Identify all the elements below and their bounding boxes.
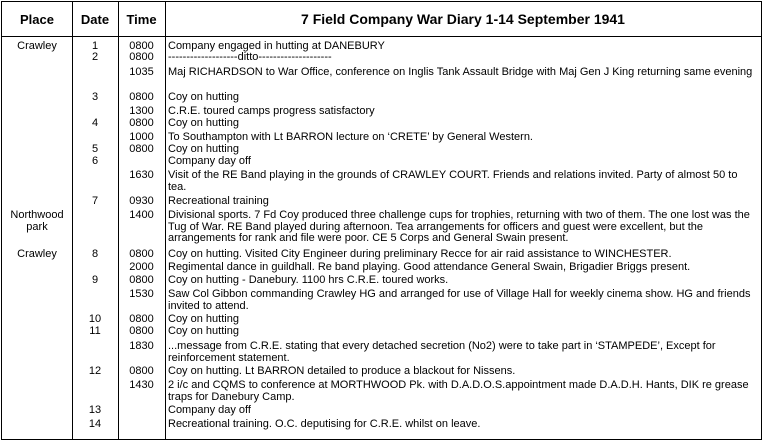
date-cell: 7 — [91, 195, 99, 207]
date-cell: 4 — [91, 117, 99, 129]
time-cell: 0800 — [129, 91, 154, 103]
time-cell: 1035 — [129, 66, 154, 78]
time-cell: 0800 — [129, 313, 154, 325]
time-cell: 0800 — [129, 248, 154, 260]
entry-cell: Regimental dance in guildhall. Re band playing. Good attendance General Swain, Brigadier Briggs present. — [168, 261, 691, 273]
entry-cell: Saw Col Gibbon commanding Crawley HG and arranged for use of Village Hall for weekly cinema show. HG and friends invited to attend. — [168, 288, 751, 312]
time-cell: 0930 — [129, 195, 154, 207]
entry-cell: Coy on hutting — [168, 91, 239, 103]
date-cell: 6 — [91, 155, 99, 167]
time-cell: 1630 — [129, 169, 154, 181]
entry-cell: Maj RICHARDSON to War Office, conference on Inglis Tank Assault Bridge with Maj Gen J King returning same evening — [168, 66, 753, 78]
time-cell: 0800 — [129, 117, 154, 129]
entry-cell: Coy on hutting — [168, 117, 239, 129]
entry-cell: Coy on hutting — [168, 143, 239, 155]
place-cell: Northwood park — [10, 209, 64, 233]
date-cell: 5 — [91, 143, 99, 155]
time-cell: 0800 — [129, 365, 154, 377]
date-cell: 13 — [88, 404, 102, 416]
date-cell: 10 — [88, 313, 102, 325]
entry-cell: ...message from C.R.E. stating that every detached secretion (No2) were to take part in ‘STAMPEDE’, Except for reinforcement statement. — [168, 340, 716, 364]
diary-title: 7 Field Company War Diary 1-14 September 1941 — [301, 11, 625, 27]
time-cell: 0800 — [129, 143, 154, 155]
time-cell: 1400 — [129, 209, 154, 221]
date-cell: 3 — [91, 91, 99, 103]
place-cell: Crawley — [17, 248, 57, 260]
entry-cell: Coy on hutting — [168, 325, 239, 337]
header-time: Time — [126, 11, 157, 27]
time-cell: 0800 — [129, 40, 154, 52]
entry-cell: Company engaged in hutting at DANEBURY — [168, 40, 385, 52]
entry-cell: -------------------ditto-------------------- — [168, 51, 332, 63]
date-cell: 14 — [88, 418, 102, 430]
entry-cell: Coy on hutting - Danebury. 1100 hrs C.R.E. toured works. — [168, 274, 449, 286]
entry-cell: Company day off — [168, 404, 251, 416]
time-cell: 0800 — [129, 274, 154, 286]
time-cell: 1830 — [129, 340, 154, 352]
entry-cell: C.R.E. toured camps progress satisfactory — [168, 105, 375, 117]
war-diary-table — [1, 1, 762, 440]
header-place: Place — [20, 11, 54, 27]
time-cell: 2000 — [129, 261, 154, 273]
time-cell: 0800 — [129, 325, 154, 337]
time-cell: 1000 — [129, 131, 154, 143]
date-cell: 8 — [91, 248, 99, 260]
time-cell: 1430 — [129, 379, 154, 391]
entry-cell: 2 i/c and CQMS to conference at MORTHWOOD Pk. with D.A.D.O.S.appointment made D.A.D.H. Hants, DIK re grease traps for Danebury Camp. — [168, 379, 749, 403]
entry-cell: Coy on hutting. Visited City Engineer during preliminary Recce for air raid assistance to WINCHESTER. — [168, 248, 672, 260]
header-divider — [2, 36, 761, 37]
time-cell: 1300 — [129, 105, 154, 117]
entry-cell: Recreational training — [168, 195, 269, 207]
entry-cell: Divisional sports. 7 Fd Coy produced three challenge cups for trophies, returning with two of them. The one lost was the Tug of War. RE Band played during afternoon. Tea arrangements for officers and guest were excellent, but the arrangements for rank and file were poor. CE 5 Corps and General Swain present. — [168, 209, 750, 244]
header-date: Date — [80, 11, 110, 27]
date-cell: 11 — [89, 325, 101, 337]
entry-cell: Coy on hutting — [168, 313, 239, 325]
place-cell: Crawley — [17, 40, 57, 52]
column-divider — [165, 2, 166, 439]
date-cell: 2 — [91, 51, 99, 63]
entry-cell: Recreational training. O.C. deputising for C.R.E. whilst on leave. — [168, 418, 481, 430]
time-cell: 0800 — [129, 51, 154, 63]
entry-cell: Visit of the RE Band playing in the grounds of CRAWLEY COURT. Friends and relations invited. Party of almost 50 to tea. — [168, 169, 738, 193]
time-cell: 1530 — [129, 288, 154, 300]
date-cell: 1 — [91, 40, 99, 52]
entry-cell: Coy on hutting. Lt BARRON detailed to produce a blackout for Nissens. — [168, 365, 516, 377]
entry-cell: To Southampton with Lt BARRON lecture on ‘CRETE’ by General Western. — [168, 131, 533, 143]
date-cell: 9 — [91, 274, 99, 286]
entry-cell: Company day off — [168, 155, 251, 167]
date-cell: 12 — [88, 365, 102, 377]
